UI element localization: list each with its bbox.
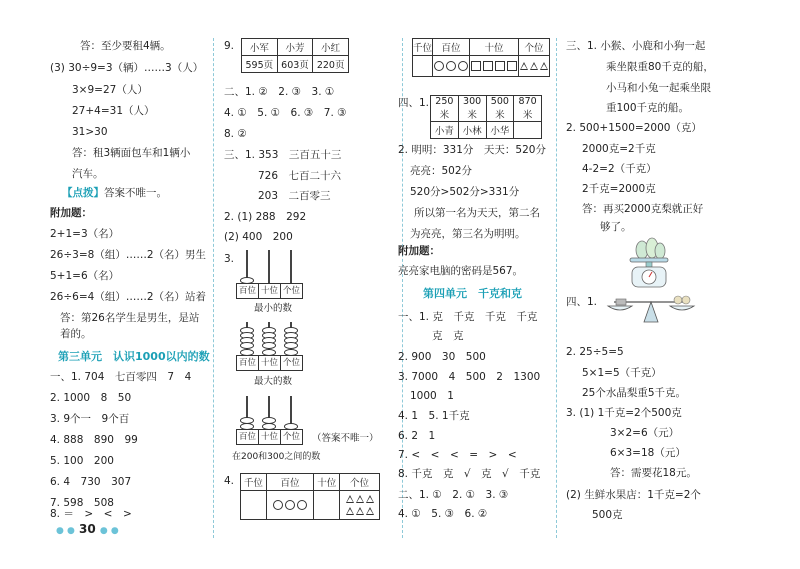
answer-line: 4. 1 5. 1千克	[398, 410, 470, 422]
answer-line: 500克	[592, 509, 623, 521]
answer-line: 三、1. 小猴、小鹿和小狗一起	[566, 40, 706, 52]
place-label: 十位	[258, 429, 281, 445]
answer-line: 一、1. 704 七百零四 7 4	[50, 371, 192, 383]
answer-line: 3×2=6（元）	[610, 427, 680, 439]
answer-line: 7. < < < = > <	[398, 449, 517, 461]
answer-line: 答：第26名学生是男生，是站	[60, 312, 200, 324]
caption-between: 在200和300之间的数	[232, 452, 321, 462]
answer-line: 3. 7000 4 500 2 1300	[398, 371, 541, 383]
question-label: 3.	[224, 253, 235, 265]
distance-table	[430, 95, 542, 139]
answer-line: 克 克	[432, 330, 464, 342]
place-label: 百位	[236, 429, 259, 445]
answer-line: 2. 900 30 500	[398, 351, 486, 363]
table-cell	[469, 56, 518, 77]
answer-line: 答：至少要租4辆。	[80, 40, 171, 52]
answer-line: 乘坐限重80千克的船，	[606, 61, 714, 73]
answer-line: 答：租3辆面包车和1辆小	[72, 147, 191, 159]
answer-line: 8. 千克 克 √ 克 √ 千克	[398, 468, 541, 480]
answer-line: 亮亮家电脑的密码是567。	[398, 265, 524, 277]
column-divider-1	[213, 38, 214, 538]
pages-table	[241, 38, 349, 73]
table-cell: 小林	[458, 122, 486, 139]
table-cell	[518, 56, 549, 77]
answer-line: 5. 100 200	[50, 455, 114, 467]
answer-line: 答：再买2000克梨就正好	[582, 203, 704, 215]
question-label: 4.	[224, 475, 235, 487]
place-label: 个位	[280, 429, 303, 445]
answer-line: 4-2=2（千克）	[582, 163, 657, 175]
abacus-between	[236, 396, 302, 444]
answer-line: 520分>502分>331分	[410, 186, 520, 198]
answer-line: 2. 500+1500=2000（克）	[566, 122, 702, 134]
answer-line: 所以第一名为天天，第二名	[414, 207, 540, 219]
answer-line: 4. ① 5. ③ 6. ②	[398, 508, 488, 520]
place-label: 个位	[280, 283, 303, 299]
answer-line: 3. (1) 1千克=2个500克	[566, 407, 682, 419]
caption-max: 最大的数	[254, 376, 293, 387]
answer-line: 小马和小兔一起乘坐限	[606, 82, 711, 94]
answer-line: (3) 30÷9=3（辆）……3（人）	[50, 62, 204, 74]
answer-line: (2) 生鲜水果店：1千克=2个	[566, 489, 701, 501]
place-label: 十位	[258, 355, 281, 371]
table-cell: 小青	[431, 122, 459, 139]
table-cell	[433, 56, 470, 77]
answer-line: 2千克=2000克	[582, 183, 656, 195]
question-label: 9.	[224, 40, 235, 52]
answer-line: 25个水晶梨重5千克。	[582, 387, 687, 399]
answer-line: 2+1=3（名）	[50, 228, 120, 240]
tip-label: 【点拨】	[62, 187, 104, 199]
answer-line: 27+4=31（人）	[72, 105, 155, 117]
table-header: 小芳	[277, 39, 313, 56]
table-cell: 603页	[277, 56, 313, 73]
table-cell: 250米	[431, 96, 459, 122]
unit4-title: 第四单元 千克和克	[423, 287, 522, 300]
answer-line: 26÷3=8（组）……2（名）男生	[50, 249, 206, 261]
table-header: 个位	[518, 39, 549, 56]
place-label: 个位	[280, 355, 303, 371]
answer-line: 2. 25÷5=5	[566, 346, 624, 358]
table-cell: 220页	[313, 56, 349, 73]
place-label: 十位	[258, 283, 281, 299]
answer-line: 2. 1000 8 50	[50, 392, 132, 404]
table-cell: 500米	[486, 96, 514, 122]
answer-line: 3. 9个一 9个百	[50, 413, 130, 425]
scale-illustration	[622, 236, 676, 292]
answer-line: 6. 4 730 307	[50, 476, 132, 488]
answer-line: 汽车。	[72, 168, 104, 180]
table-header: 个位	[340, 474, 380, 491]
place-label: 百位	[236, 283, 259, 299]
table-cell: 595页	[242, 56, 278, 73]
table-header: 十位	[469, 39, 518, 56]
extra-title: 附加题：	[50, 207, 92, 219]
answer-line: 3×9=27（人）	[72, 84, 148, 96]
answer-line: 8. ＝ > < >	[50, 508, 132, 520]
answer-line: 4. 888 890 99	[50, 434, 138, 446]
extra-title: 附加题：	[398, 245, 440, 257]
answer-line: 着的。	[60, 328, 92, 340]
answer-line: 2. 明明：331分 天天：520分	[398, 144, 546, 156]
table-cell	[266, 491, 314, 520]
abacus-max	[236, 322, 302, 370]
table-header: 千位	[413, 39, 433, 56]
note: （答案不唯一）	[312, 433, 379, 444]
answer-line: 5+1=6（名）	[50, 270, 120, 282]
tip-text: 答案不唯一。	[104, 187, 167, 199]
table-header: 小红	[313, 39, 349, 56]
balance-illustration	[606, 292, 696, 326]
answer-line: 亮亮：502分	[410, 165, 473, 177]
abacus-min	[236, 250, 302, 298]
answer-line: 三、1. 353 三百五十三	[224, 149, 342, 161]
answer-line: 二、1. ① 2. ① 3. ③	[398, 489, 509, 501]
answer-line: 26÷6=4（组）……2（名）站着	[50, 291, 206, 303]
answer-line: 够了。	[600, 221, 632, 233]
table-cell: 870米	[514, 96, 542, 122]
question-label: 四、1.	[398, 97, 430, 109]
answer-line: 四、1.	[566, 296, 598, 308]
place-value-table	[240, 473, 380, 520]
answer-line: (2) 400 200	[224, 231, 293, 243]
table-header: 百位	[433, 39, 470, 56]
table-header: 千位	[241, 474, 267, 491]
answer-line: 答：需要花18元。	[610, 467, 697, 479]
answer-line: 2000克=2千克	[582, 143, 656, 155]
table-header: 百位	[266, 474, 314, 491]
tip	[62, 186, 167, 200]
answer-line: 为亮亮，第三名为明明。	[410, 228, 526, 240]
answer-line: 6×3=18（元）	[610, 447, 686, 459]
answer-line: 2. (1) 288 292	[224, 211, 307, 223]
table-header: 十位	[314, 474, 340, 491]
answer-line: 二、1. ② 2. ③ 3. ①	[224, 86, 335, 98]
caption-min: 最小的数	[254, 303, 293, 314]
answer-line: 一、1. 克 千克 千克 千克	[398, 311, 538, 323]
answer-line: 重100千克的船。	[606, 102, 690, 114]
answer-line: 7. 598 508	[50, 497, 114, 509]
page-number-value: 30	[79, 522, 96, 536]
answer-line: 1000 1	[410, 390, 454, 402]
column-divider-2	[402, 38, 403, 538]
answer-line: 8. ②	[224, 128, 247, 140]
column-divider-3	[556, 38, 557, 538]
top-place-table	[412, 38, 550, 77]
answer-line: 5×1=5（千克）	[582, 367, 662, 379]
table-cell: 小华	[486, 122, 514, 139]
table-cell	[340, 491, 380, 520]
answer-line: 203 二百零三	[258, 190, 331, 202]
answer-line: 726 七百二十六	[258, 170, 342, 182]
answer-line: 6. 2 1	[398, 430, 436, 442]
answer-line: 31>30	[72, 126, 108, 138]
place-label: 百位	[236, 355, 259, 371]
page-number: ● ● 30 ● ●	[56, 522, 119, 536]
table-header: 小军	[242, 39, 278, 56]
unit3-title: 第三单元 认识1000以内的数	[58, 350, 210, 363]
table-cell: 300米	[458, 96, 486, 122]
answer-line: 4. ① 5. ① 6. ③ 7. ③	[224, 107, 347, 119]
